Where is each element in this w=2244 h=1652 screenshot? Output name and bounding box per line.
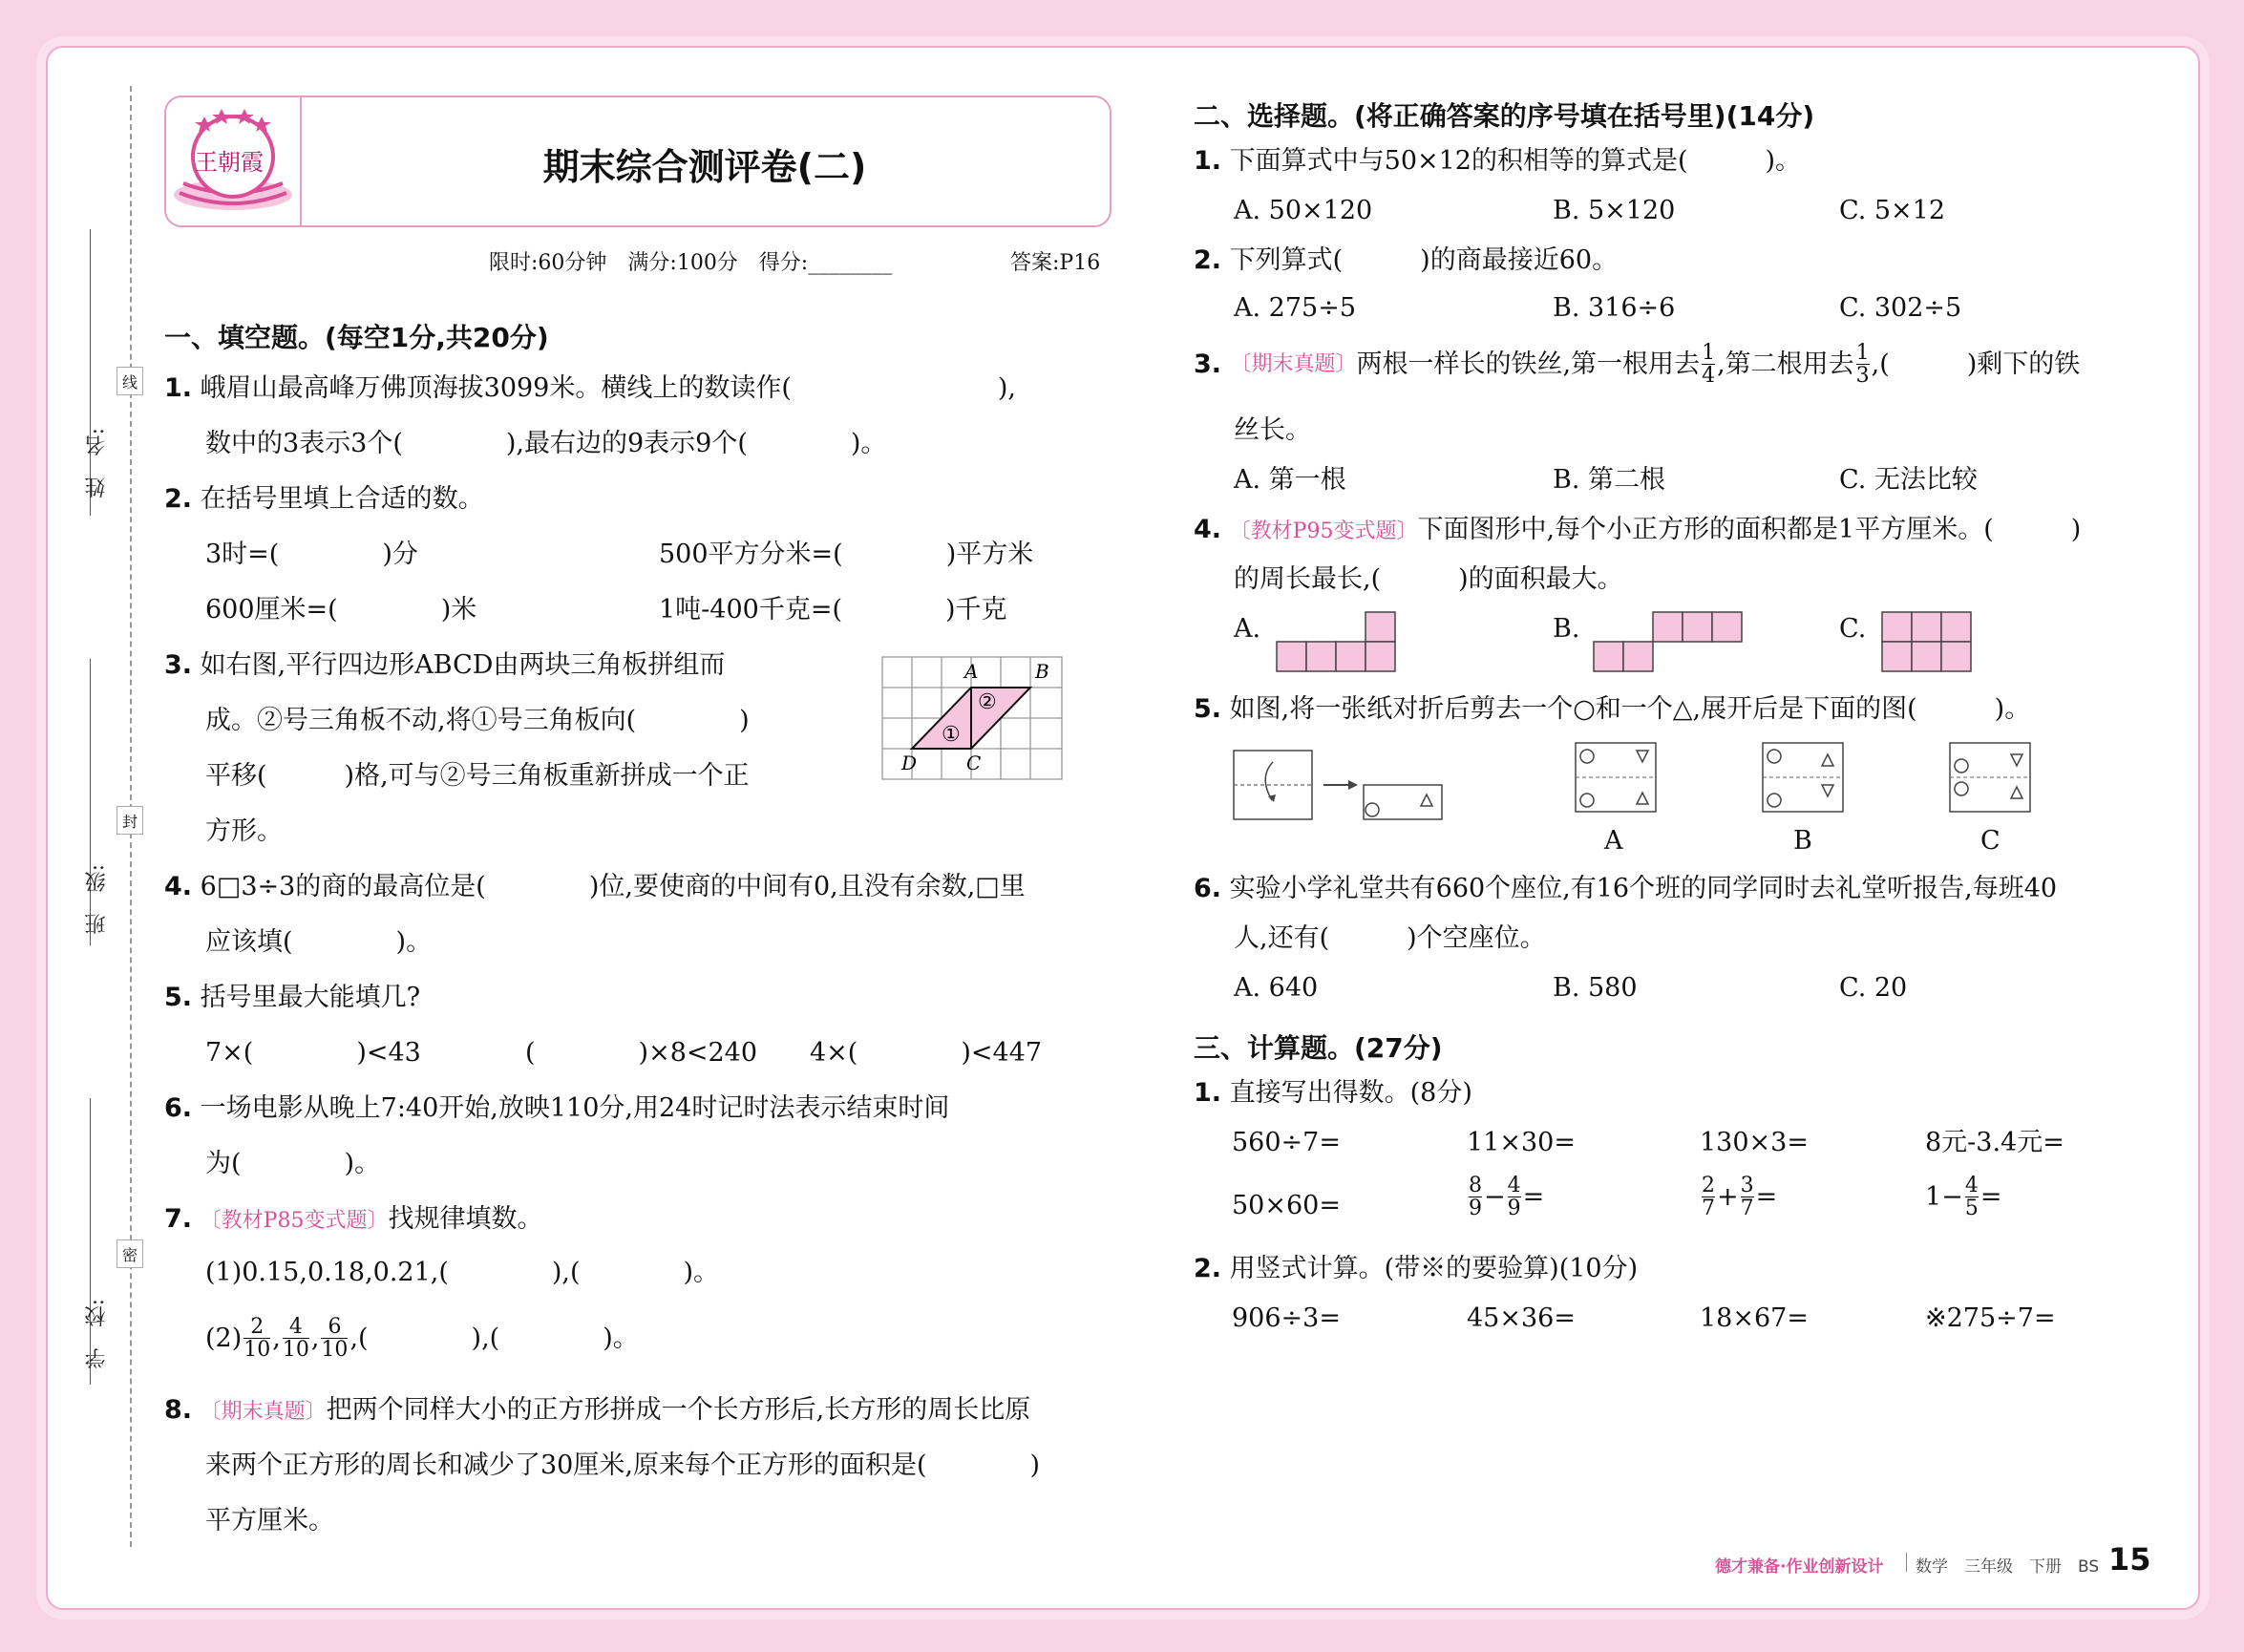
numerator: 2	[250, 1315, 265, 1339]
s2-q2-text: 下列算式( )的商最接近60。	[1229, 245, 1619, 275]
s2-q5-opt-b[interactable]: B	[1793, 826, 1812, 856]
fraction	[321, 1316, 348, 1361]
calc-item: 45×36=	[1467, 1303, 1576, 1333]
numerator: 8	[1469, 1174, 1482, 1197]
class-label: 班 级:	[85, 864, 109, 935]
option-b-figure	[1761, 741, 1856, 827]
question-number: 1.	[1194, 1078, 1222, 1108]
s2-q1-text: 下面算式中与50×12的积相等的算式是( )。	[1229, 146, 1802, 176]
logo-panel	[166, 97, 302, 225]
answer-ref: 答案:P16	[1010, 251, 1101, 275]
question-number: 1.	[164, 373, 193, 403]
question-number: 3.	[1194, 349, 1231, 379]
s2-q6-line2: 人,还有( )个空座位。	[1234, 923, 1546, 953]
calc-item: 906÷3=	[1232, 1303, 1341, 1333]
question-number: 2.	[164, 484, 193, 514]
s1-q6	[164, 1092, 949, 1125]
s1-q1-line1: 峨眉山最高峰万佛顶海拔3099米。横线上的数读作( ),	[200, 373, 1017, 403]
denominator: 10	[282, 1338, 309, 1363]
s1-q4	[164, 871, 1026, 903]
source-tag: 〔教材P95变式题〕	[1229, 519, 1418, 543]
denominator: 4	[1702, 364, 1716, 389]
s1-q1	[164, 372, 1016, 405]
s1-q5-c: 4×( )<447	[810, 1038, 1043, 1068]
point-c-label: C	[966, 752, 982, 774]
s1-q2-c: 600厘米=( )米	[205, 595, 477, 625]
footer-divider	[1906, 1553, 1907, 1572]
s2-q1-opt-c[interactable]: C. 5×12	[1839, 196, 1946, 225]
s2-q2-opt-c[interactable]: C. 302÷5	[1839, 293, 1962, 323]
question-number: 5.	[1194, 694, 1222, 724]
s2-q3-opt-b[interactable]: B. 第二根	[1553, 465, 1666, 495]
s2-q6-line1: 实验小学礼堂共有660个座位,有16个班的同学同时去礼堂听报告,每班40	[1229, 874, 2058, 903]
s1-q4-line2: 应该填( )。	[205, 927, 433, 957]
calc-item-one-minus: 1− $\frac{4}{5}$ =	[1925, 1174, 2002, 1221]
shape-b-icon	[1591, 611, 1753, 674]
s1-q7-2: (2) $\frac{2}{10}$ , $\frac{4}{10}$ , $\frac{6}{10}$ ,( ),( )。	[205, 1315, 639, 1363]
numerator: 2	[1702, 1174, 1715, 1197]
s1-q3-line1: 如右图,平行四边形ABCD由两块三角板拼组而	[200, 650, 726, 680]
s2-q6-opt-b[interactable]: B. 580	[1553, 973, 1638, 1003]
s1-q5-b: ( )×8<240	[525, 1038, 758, 1068]
s1-q8-line3: 平方厘米。	[205, 1506, 334, 1536]
s2-q3-opt-c[interactable]: C. 无法比较	[1839, 465, 1978, 495]
s1-q4-line1: 6□3÷3的商的最高位是( )位,要使商的中间有0,且没有余数,□里	[200, 872, 1026, 901]
s2-q3-part-a: 两根一样长的铁丝,第一根用去	[1356, 349, 1701, 379]
s1-q5	[164, 982, 420, 1014]
numerator: 4	[1964, 1174, 1979, 1197]
denominator: 7	[1740, 1197, 1754, 1221]
s1-q2-text: 在括号里填上合适的数。	[200, 484, 484, 514]
s2-q2-opt-b[interactable]: B. 316÷6	[1553, 293, 1676, 323]
s1-q7-1: (1)0.15,0.18,0.21,( ),( )。	[205, 1258, 720, 1287]
numerator: 1	[1702, 341, 1716, 365]
s1-q7	[164, 1203, 542, 1236]
s1-q8	[164, 1394, 1030, 1427]
s2-q2-opt-a[interactable]: A. 275÷5	[1234, 293, 1356, 323]
fraction	[1469, 1175, 1482, 1219]
name-label: 姓 名:	[85, 428, 109, 498]
s2-q4-opt-a-label[interactable]: A.	[1234, 614, 1261, 644]
calc-item: 50×60=	[1232, 1191, 1341, 1220]
question-number: 8.	[164, 1395, 193, 1425]
s1-q7-2-suffix: ,( ),( )。	[349, 1323, 639, 1353]
fraction	[283, 1316, 309, 1361]
question-number: 4.	[1194, 515, 1222, 544]
point-a-label: A	[964, 660, 979, 683]
s2-q5-text: 如图,将一张纸对折后剪去一个○和一个△,展开后是下面的图( )。	[1229, 694, 2031, 724]
title-banner	[164, 95, 1111, 227]
s2-q3-opt-a[interactable]: A. 第一根	[1234, 465, 1346, 495]
s3-q1	[1194, 1077, 1472, 1110]
s1-q3	[164, 649, 725, 682]
s1-q6-line2: 为( )。	[205, 1149, 381, 1178]
fold-cut-figure	[1230, 739, 1478, 831]
logo-text: 王朝霞	[195, 149, 264, 176]
point-d-label: D	[901, 752, 918, 774]
question-number: 5.	[164, 983, 193, 1012]
seal-feng-mark: 封	[116, 806, 143, 835]
s1-q2-d: 1吨-400千克=( )千克	[659, 595, 1007, 625]
question-number: 2.	[1194, 245, 1222, 275]
calc-item: 8元-3.4元=	[1925, 1128, 2064, 1157]
s2-q6-opt-c[interactable]: C. 20	[1839, 973, 1908, 1003]
fraction	[1702, 342, 1715, 387]
s2-q3-line2: 丝长。	[1234, 415, 1311, 445]
exam-info: 限时:60分钟 满分:100分 得分:________	[489, 251, 893, 275]
s2-q2	[1194, 244, 1618, 277]
s1-q8-line2: 来两个正方形的周长和减少了30厘米,原来每个正方形的面积是( )	[205, 1451, 1041, 1480]
option-c-figure	[1948, 741, 2043, 827]
numerator: 3	[1740, 1174, 1754, 1197]
fraction	[1702, 1175, 1715, 1219]
s2-q1-opt-b[interactable]: B. 5×120	[1553, 196, 1676, 225]
s1-q3-line4: 方形。	[205, 816, 283, 846]
s2-q4-line2: 的周长最长,( )的面积最大。	[1234, 564, 1623, 594]
denominator: 9	[1469, 1197, 1482, 1221]
seal-line-mark: 线	[116, 367, 143, 395]
calc-item: ※275÷7=	[1925, 1303, 2056, 1333]
section1-title: 一、填空题。(每空1分,共20分)	[164, 322, 549, 353]
s2-q6	[1194, 873, 2057, 905]
shape-c-icon	[1879, 611, 1975, 674]
numerator: 6	[328, 1315, 342, 1339]
footer-brand: 德才兼备·作业创新设计	[1715, 1557, 1884, 1577]
source-tag: 〔期末真题〕	[1230, 351, 1357, 376]
calc-item-fraction-sub: $\frac{8}{9}$ − $\frac{4}{9}$ =	[1469, 1174, 1545, 1221]
question-number: 6.	[164, 1093, 193, 1123]
s1-q6-line1: 一场电影从晚上7:40开始,放映110分,用24时记时法表示结束时间	[200, 1093, 950, 1123]
school-label: 学 校:	[85, 1299, 109, 1369]
option-a-figure	[1574, 741, 1669, 827]
numerator: 4	[1507, 1174, 1521, 1197]
page-number: 15	[2108, 1541, 2151, 1578]
s2-q3-part-c: ,( )剩下的铁	[1871, 349, 2081, 379]
s2-q4-opt-b-label[interactable]: B.	[1553, 614, 1580, 644]
denominator: 3	[1855, 364, 1870, 389]
question-number: 3.	[164, 650, 193, 680]
s3-q2	[1194, 1253, 1638, 1285]
denominator: 10	[321, 1338, 349, 1363]
numerator: 4	[288, 1315, 303, 1339]
source-tag: 〔期末真题〕	[200, 1400, 327, 1424]
s1-q8-line1: 把两个同样大小的正方形拼成一个长方形后,长方形的周长比原	[326, 1395, 1031, 1425]
s1-q5-a: 7×( )<43	[205, 1038, 421, 1068]
footer-subject: 数学 三年级 下册 BS	[1916, 1557, 2100, 1577]
question-number: 7.	[164, 1204, 193, 1234]
s1-q2-b: 500平方分米=( )平方米	[659, 540, 1034, 569]
section3-title: 三、计算题。(27分)	[1194, 1032, 1443, 1064]
s1-q5-text: 括号里最大能填几?	[200, 983, 421, 1012]
s2-q5-opt-c[interactable]: C	[1980, 826, 2001, 856]
s2-q4-line1: 下面图形中,每个小正方形的面积都是1平方厘米。( )	[1417, 515, 2082, 544]
worksheet-page	[46, 46, 2200, 1610]
point-b-label: B	[1035, 660, 1049, 683]
parallelogram-figure	[879, 649, 1069, 793]
denominator: 7	[1702, 1197, 1715, 1221]
s2-q1	[1194, 145, 1801, 178]
fraction	[1508, 1175, 1521, 1219]
s2-q4-opt-c-label[interactable]: C.	[1839, 614, 1867, 644]
calc-item: 130×3=	[1700, 1128, 1809, 1157]
calc-item: 18×67=	[1700, 1303, 1809, 1333]
s2-q6-opt-a[interactable]: A. 640	[1234, 973, 1319, 1003]
fraction	[1965, 1175, 1979, 1219]
fraction	[1856, 342, 1870, 387]
question-number: 6.	[1194, 874, 1222, 903]
shape-a-icon	[1274, 611, 1398, 674]
s2-q5-opt-a[interactable]: A	[1604, 826, 1623, 856]
calc-item: 11×30=	[1467, 1128, 1576, 1157]
s2-q1-opt-a[interactable]: A. 50×120	[1234, 196, 1373, 225]
s2-q4	[1194, 514, 2081, 546]
s2-q3	[1194, 342, 2080, 387]
fraction	[243, 1316, 270, 1361]
question-number: 1.	[1194, 146, 1222, 176]
s2-q3-part-b: ,第二根用去	[1717, 349, 1854, 379]
numerator: 1	[1855, 341, 1870, 365]
s1-q2-a: 3时=( )分	[205, 540, 418, 569]
question-number: 4.	[164, 872, 193, 901]
s3-q1-text: 直接写出得数。(8分)	[1229, 1078, 1472, 1108]
triangle-2-label: ②	[978, 690, 997, 714]
denominator: 10	[243, 1338, 271, 1363]
seal-mi-mark: 密	[116, 1239, 143, 1268]
s3-q2-text: 用竖式计算。(带※的要验算)(10分)	[1229, 1254, 1639, 1283]
source-tag: 〔教材P85变式题〕	[200, 1209, 389, 1233]
s1-q1-line2: 数中的3表示3个( ),最右边的9表示9个( )。	[205, 429, 887, 458]
s1-q7-2-prefix: (2)	[205, 1323, 243, 1353]
denominator: 5	[1964, 1197, 1979, 1221]
page-title: 期末综合测评卷(二)	[542, 146, 867, 188]
triangle-1-label: ①	[942, 723, 961, 747]
s1-q3-line3: 平移( )格,可与②号三角板重新拼成一个正	[205, 761, 750, 791]
calc-item-fraction-add: $\frac{2}{7}$ + $\frac{3}{7}$ =	[1702, 1174, 1778, 1221]
s1-q2	[164, 483, 484, 516]
question-number: 2.	[1194, 1254, 1222, 1283]
section2-title: 二、选择题。(将正确答案的序号填在括号里)(14分)	[1194, 100, 1815, 132]
s2-q5	[1194, 693, 2030, 726]
s1-q7-text: 找规律填数。	[388, 1204, 543, 1234]
calc-item: 560÷7=	[1232, 1128, 1341, 1157]
denominator: 9	[1507, 1197, 1521, 1221]
fraction	[1741, 1175, 1754, 1219]
s1-q3-line2: 成。②号三角板不动,将①号三角板向( )	[205, 706, 750, 735]
